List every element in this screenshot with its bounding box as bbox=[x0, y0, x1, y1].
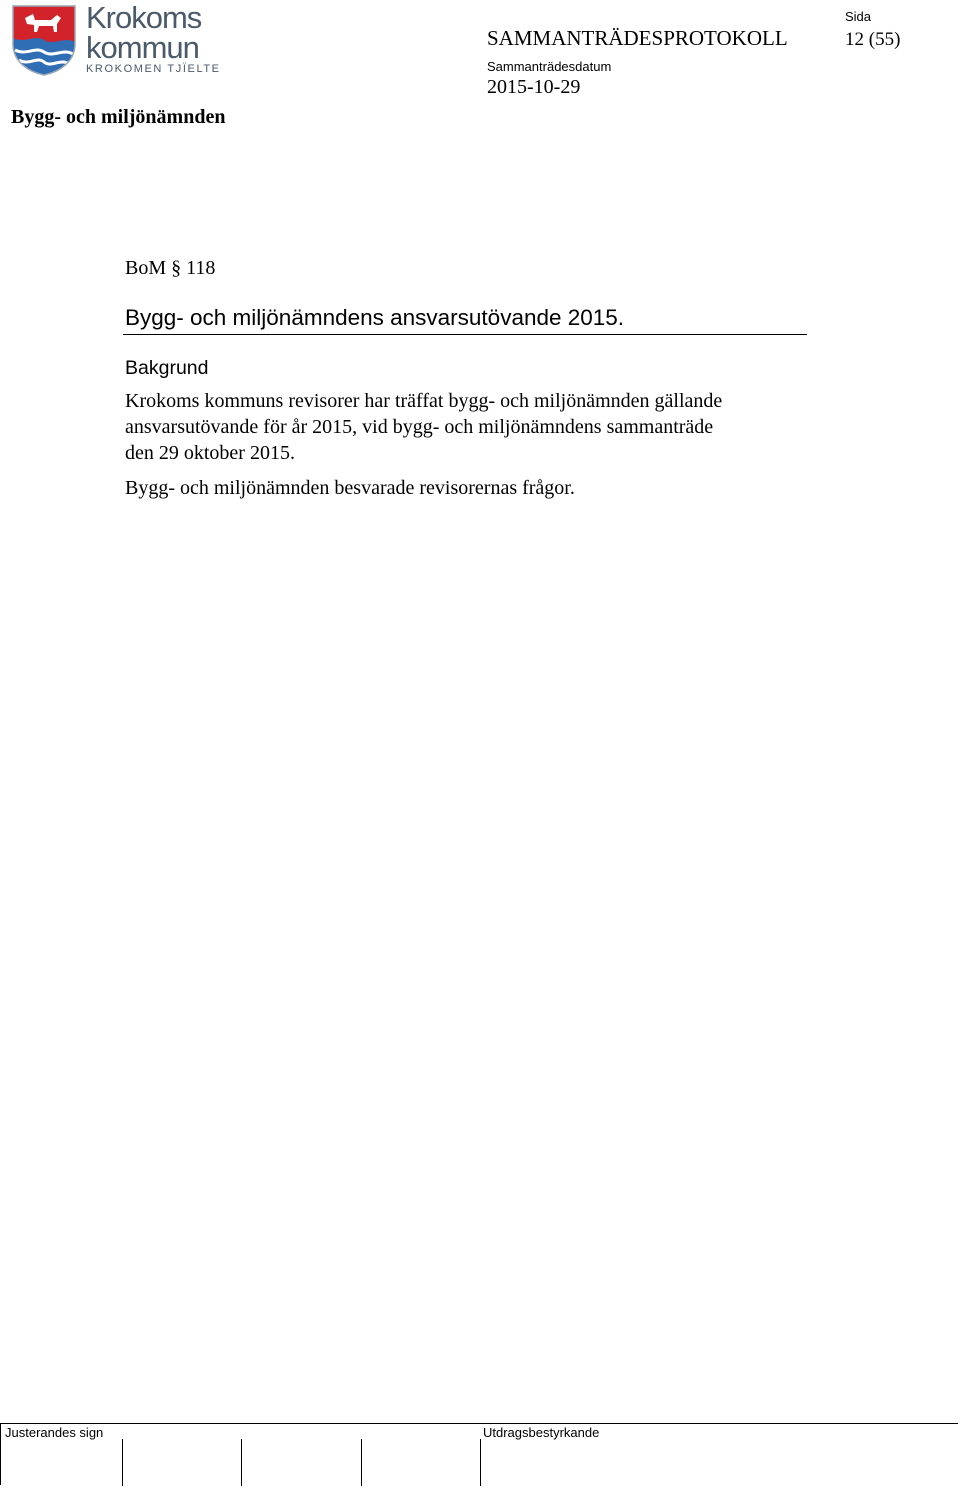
signature-box-divider bbox=[480, 1439, 481, 1486]
body-line: den 29 oktober 2015. bbox=[125, 442, 295, 464]
page-footer bbox=[0, 1423, 960, 1489]
logo-tagline: KROKOMEN TJÏELTE bbox=[86, 63, 221, 75]
meeting-date-label: Sammanträdesdatum bbox=[487, 59, 612, 74]
committee-name: Bygg- och miljönämnden bbox=[11, 106, 226, 128]
signature-box-divider bbox=[241, 1439, 242, 1486]
logo-word-kommun: kommun bbox=[86, 30, 199, 65]
page-number: 12 (55) bbox=[845, 29, 901, 50]
closing-paragraph: Bygg- och miljönämnden besvarade revisorernas frågor. bbox=[125, 477, 575, 499]
title-divider bbox=[123, 334, 807, 335]
logo-word-krokoms: Krokoms bbox=[86, 0, 202, 35]
signature-box-divider bbox=[122, 1439, 123, 1486]
body-line: ansvarsutövande för år 2015, vid bygg- och miljönämndens sammanträde bbox=[125, 416, 714, 438]
body-paragraph bbox=[125, 388, 815, 466]
utdragsbestyrkande-label: Utdragsbestyrkande bbox=[483, 1425, 600, 1440]
section-title: Bygg- och miljönämndens ansvarsutövande 2015. bbox=[125, 305, 625, 330]
justerandes-sign-label: Justerandes sign bbox=[5, 1425, 104, 1440]
document-type: SAMMANTRÄDESPROTOKOLL bbox=[487, 26, 788, 50]
footer-left-border bbox=[0, 1423, 1, 1485]
paragraph-reference: BoM § 118 bbox=[125, 257, 216, 279]
meeting-date-value: 2015-10-29 bbox=[487, 76, 581, 98]
page-label: Sida bbox=[845, 9, 872, 24]
krokom-coat-of-arms-icon bbox=[11, 4, 77, 76]
body-line: Krokoms kommuns revisorer har träffat bygg- och miljönämnden gällande bbox=[125, 390, 723, 412]
signature-box-divider bbox=[361, 1439, 362, 1486]
subheading-background: Bakgrund bbox=[125, 357, 209, 379]
footer-divider bbox=[0, 1423, 958, 1424]
